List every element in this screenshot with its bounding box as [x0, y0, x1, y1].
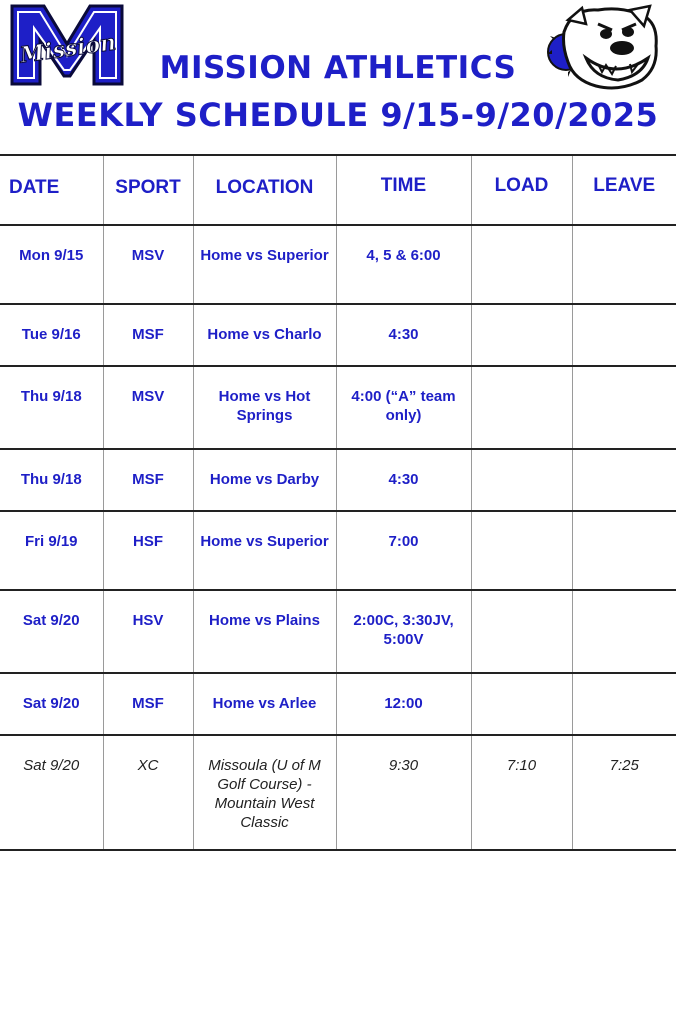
cell-load [471, 590, 572, 673]
cell-location: Home vs Darby [193, 449, 336, 511]
cell-date: Sat 9/20 [0, 735, 103, 850]
cell-sport: MSF [103, 673, 193, 735]
cell-location: Missoula (U of M Golf Course) - Mountain West Classic [193, 735, 336, 850]
cell-sport: MSV [103, 225, 193, 304]
cell-location: Home vs Plains [193, 590, 336, 673]
table-row [0, 304, 676, 366]
logo-wordmark: Mission [18, 29, 118, 69]
cell-sport: MSV [103, 366, 193, 449]
table-row [0, 511, 676, 590]
cell-load [471, 673, 572, 735]
cell-leave [572, 366, 676, 449]
cell-location: Home vs Arlee [193, 673, 336, 735]
cell-time: 4:30 [336, 304, 471, 366]
cell-load [471, 511, 572, 590]
table-row [0, 366, 676, 449]
column-header-location: LOCATION [193, 155, 336, 225]
cell-date: Thu 9/18 [0, 366, 103, 449]
cell-time: 12:00 [336, 673, 471, 735]
cell-date: Mon 9/15 [0, 225, 103, 304]
table-row [0, 590, 676, 673]
cell-load [471, 225, 572, 304]
cell-time: 4, 5 & 6:00 [336, 225, 471, 304]
cell-date: Sat 9/20 [0, 673, 103, 735]
cell-location: Home vs Charlo [193, 304, 336, 366]
cell-sport: MSF [103, 449, 193, 511]
cell-load: 7:10 [471, 735, 572, 850]
cell-time: 4:00 (“A” team only) [336, 366, 471, 449]
table-row [0, 735, 676, 850]
column-header-leave: LEAVE [572, 155, 676, 225]
page-title: MISSION ATHLETICS [159, 50, 517, 86]
cell-load [471, 366, 572, 449]
cell-location: Home vs Superior [193, 225, 336, 304]
cell-time: 4:30 [336, 449, 471, 511]
table-row [0, 225, 676, 304]
cell-load [471, 304, 572, 366]
cell-load [471, 449, 572, 511]
table-row [0, 449, 676, 511]
cell-sport: XC [103, 735, 193, 850]
cell-sport: HSV [103, 590, 193, 673]
cell-leave [572, 449, 676, 511]
cell-date: Tue 9/16 [0, 304, 103, 366]
column-header-time: TIME [336, 155, 471, 225]
cell-leave: 7:25 [572, 735, 676, 850]
column-header-load: LOAD [471, 155, 572, 225]
cell-leave [572, 590, 676, 673]
cell-time: 7:00 [336, 511, 471, 590]
column-header-sport: SPORT [103, 155, 193, 225]
cell-time: 2:00C, 3:30JV, 5:00V [336, 590, 471, 673]
weekly-schedule-table [0, 154, 676, 851]
cell-location: Home vs Hot Springs [193, 366, 336, 449]
cell-leave [572, 225, 676, 304]
cell-date: Thu 9/18 [0, 449, 103, 511]
table-header-row [0, 155, 676, 225]
cell-date: Sat 9/20 [0, 590, 103, 673]
cell-leave [572, 511, 676, 590]
cell-sport: MSF [103, 304, 193, 366]
cell-location: Home vs Superior [193, 511, 336, 590]
schedule-subtitle: WEEKLY SCHEDULE 9/15-9/20/2025 [17, 96, 659, 134]
table-row [0, 673, 676, 735]
cell-time: 9:30 [336, 735, 471, 850]
cell-date: Fri 9/19 [0, 511, 103, 590]
cell-leave [572, 673, 676, 735]
cell-sport: HSF [103, 511, 193, 590]
cell-leave [572, 304, 676, 366]
column-header-date: DATE [0, 155, 103, 225]
